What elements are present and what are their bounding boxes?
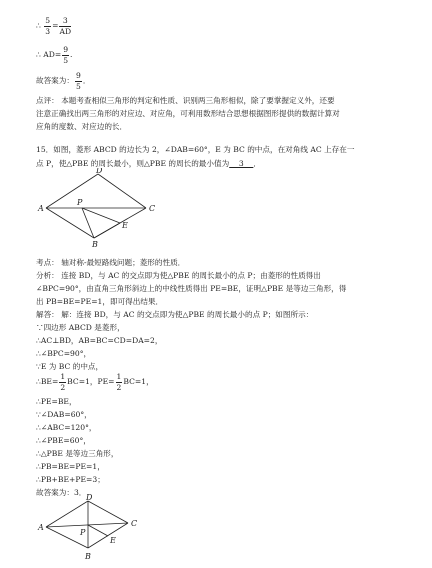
fraction-5-3 bbox=[44, 17, 51, 35]
fenxi-line-1: 分析： 连接 BD，与 AC 的交点即为使△PBE 的周长最小的点 P；由菱形的性质得出 bbox=[36, 271, 321, 280]
label-e: E bbox=[110, 536, 116, 545]
label-b: B bbox=[92, 240, 98, 248]
denominator: AD bbox=[59, 26, 72, 36]
jieda-line-1: 解答： 解：连接 BD，与 AC 的交点即为使△PBE 的周长最小的点 P；如图所示： bbox=[36, 310, 314, 319]
jieda-line-11: ∴△PBE 是等边三角形， bbox=[36, 449, 119, 458]
label-b: B bbox=[85, 552, 91, 561]
denominator: 5 bbox=[75, 81, 81, 91]
fraction-9-5 bbox=[62, 46, 69, 64]
denominator: 5 bbox=[63, 55, 69, 65]
answer-suffix: ． bbox=[82, 76, 91, 86]
jieda-line-5: ∵E 为 BC 的中点， bbox=[36, 362, 104, 371]
fraction-9-5-answer bbox=[75, 72, 82, 90]
question-15-line-2 bbox=[36, 160, 261, 168]
question-15-line-1: 15．如图，菱形 ABCD 的边长为 2，∠DAB=60°，E 为 BC 的中点，在对角线 AC 上存在一 bbox=[36, 145, 355, 154]
jieda-line-3: ∴AC⊥BD，AB=BC=CD=DA=2， bbox=[36, 336, 163, 345]
jieda-line-6 bbox=[36, 373, 154, 391]
numerator: 1 bbox=[60, 372, 66, 381]
kaodian-line: 考点： 轴对称-最短路线问题；菱形的性质． bbox=[36, 258, 186, 267]
edge-ba bbox=[46, 208, 94, 238]
edge-cb bbox=[88, 523, 128, 548]
rhombus-figure-1 bbox=[36, 168, 166, 248]
label-d: D bbox=[96, 168, 103, 175]
numerator: 9 bbox=[75, 71, 81, 80]
question-15-text: 点 P，使△PBE 的周长最小，则△PBE 的周长的最小值为 bbox=[36, 159, 230, 168]
jieda-line-10: ∴∠PBE=60°， bbox=[36, 436, 91, 445]
question-15-end: ． bbox=[253, 159, 261, 168]
bc-suffix: BC=1， bbox=[123, 377, 154, 387]
label-a: A bbox=[38, 204, 44, 213]
ad-suffix: . bbox=[70, 50, 73, 60]
proportion-line bbox=[36, 17, 72, 35]
segment-pe bbox=[88, 525, 108, 536]
comment-line-1: 点评： 本题考查相似三角形的判定和性质、识别两三角形相似，除了要掌握定义外，还要 bbox=[36, 96, 335, 105]
edge-ad bbox=[46, 174, 98, 208]
pe-prefix: BC=1，PE= bbox=[67, 377, 115, 387]
fraction-one-half-2 bbox=[116, 373, 123, 391]
jieda-line-8: ∵∠DAB=60°， bbox=[36, 410, 92, 419]
label-d: D bbox=[86, 493, 93, 502]
rhombus-figure-2 bbox=[36, 493, 166, 565]
final-answer-line: 故答案为：3． bbox=[36, 488, 87, 497]
answer-line-top bbox=[36, 72, 90, 90]
jieda-line-2: ∵四边形 ABCD 是菱形， bbox=[36, 323, 125, 332]
numerator: 5 bbox=[45, 16, 51, 25]
answer-prefix: 故答案为： bbox=[36, 76, 74, 86]
numerator: 9 bbox=[63, 45, 69, 54]
comment-line-3: 应角的度数、对应边的长． bbox=[36, 122, 128, 131]
jieda-line-9: ∴∠ABC=120°， bbox=[36, 423, 97, 432]
jieda-line-7: ∴PE=BE， bbox=[36, 397, 77, 406]
denominator: 2 bbox=[116, 382, 122, 392]
be-prefix: ∴BE= bbox=[36, 377, 59, 387]
comment-line-2: 注意正确找出两三角形的对应边、对应角，可利用数形结合思想根据图形提供的数据计算对 bbox=[36, 109, 340, 118]
equals-sign: = bbox=[52, 21, 59, 31]
jieda-line-13: ∴PB+BE+PE=3； bbox=[36, 475, 105, 484]
diagonal-ac bbox=[46, 523, 128, 527]
label-c: C bbox=[131, 519, 138, 528]
label-p: P bbox=[77, 198, 83, 207]
numerator: 1 bbox=[116, 372, 122, 381]
denominator: 3 bbox=[45, 26, 51, 36]
edge-dc bbox=[98, 174, 146, 208]
segment-be bbox=[94, 223, 120, 238]
answer-blank: 3 bbox=[229, 159, 254, 168]
fraction-one-half-1 bbox=[59, 373, 66, 391]
ad-result-line bbox=[36, 46, 72, 64]
denominator: 2 bbox=[60, 382, 66, 392]
fenxi-line-3: 出 PB=BE=PE=1，即可得出结果． bbox=[36, 297, 164, 306]
edge-dc bbox=[88, 501, 128, 523]
therefore-symbol: ∴ bbox=[36, 21, 41, 31]
segment-pb bbox=[82, 208, 94, 238]
segment-pe bbox=[82, 208, 120, 223]
ad-prefix: ∴ AD= bbox=[36, 50, 62, 60]
fraction-3-ad bbox=[59, 17, 71, 35]
label-a: A bbox=[38, 523, 44, 532]
label-e: E bbox=[122, 221, 128, 230]
jieda-line-4: ∴∠BPC=90°， bbox=[36, 349, 92, 358]
numerator: 3 bbox=[59, 17, 71, 27]
edge-ad bbox=[46, 501, 88, 527]
fenxi-line-2: ∠BPC=90°，由直角三角形斜边上的中线性质得出 PE=BE，证明△PBE 是等边三角形，得 bbox=[36, 284, 347, 293]
label-c: C bbox=[149, 204, 156, 213]
label-p: P bbox=[80, 528, 86, 537]
jieda-line-12: ∴PB=BE=PE=1， bbox=[36, 462, 105, 471]
